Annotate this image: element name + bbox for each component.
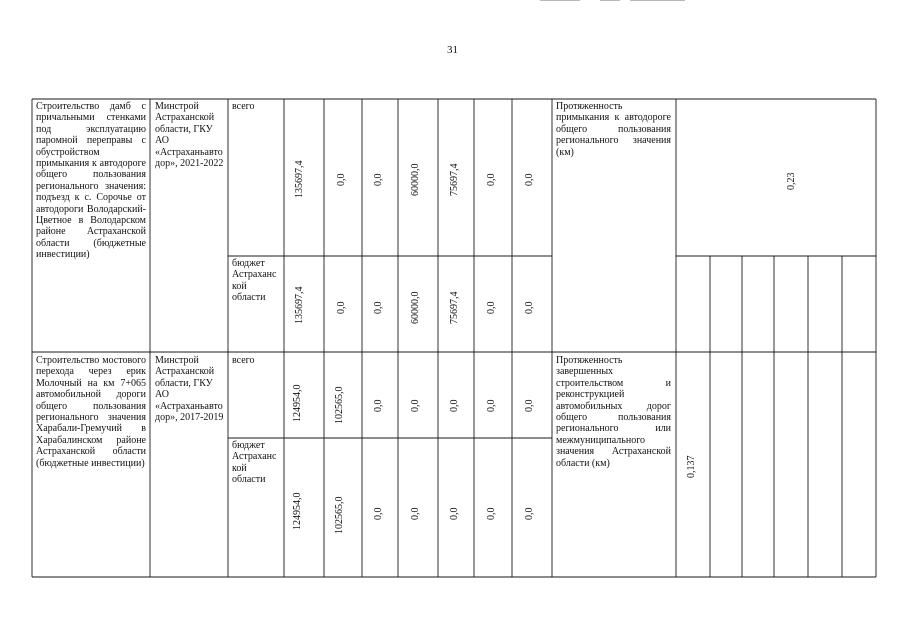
row-2-indicator-value: 0,137 xyxy=(686,455,697,478)
row-1-regional-value: 135697,4 xyxy=(294,286,305,324)
page-number: 31 xyxy=(447,44,458,56)
row-1-total-value: 0,0 xyxy=(373,173,384,186)
row-2-regional-value: 124954,0 xyxy=(292,492,303,530)
row-1-source-regional: бюджет Астраханской области xyxy=(232,258,277,304)
row-2-total-value: 0,0 xyxy=(449,399,460,412)
row-2-regional-value: 0,0 xyxy=(486,507,497,520)
row-1-total-value: 0,0 xyxy=(524,173,535,186)
row-2-regional-value: 0,0 xyxy=(410,507,421,520)
row-2-regional-value: 0,0 xyxy=(449,507,460,520)
row-1-total-value: 75697,4 xyxy=(449,163,460,196)
row-1-regional-value: 0,0 xyxy=(373,301,384,314)
row-1-regional-value: 75697,4 xyxy=(449,291,460,324)
row-2-total-value: 0,0 xyxy=(486,399,497,412)
row-1-regional-value: 60000,0 xyxy=(410,291,421,324)
row-1-total-value: 0,0 xyxy=(486,173,497,186)
row-2-regional-value: 102565,0 xyxy=(334,496,345,534)
row-2-total-value: 0,0 xyxy=(373,399,384,412)
row-1-indicator: Протяженность примыкания к автодороге общего пользования регионального значения (км) xyxy=(556,101,671,158)
row-1-total-value: 0,0 xyxy=(336,173,347,186)
row-2-name: Строительство мостового перехода через ерик Молочный на км 7+065 автомобильной дороги общего пользования регионального значения Харабали-Гремучий в Харабалинском районе Астраханской области (бюджетные инвестиции) xyxy=(36,355,146,469)
row-1-regional-value: 0,0 xyxy=(524,301,535,314)
row-2-source-regional: бюджет Астраханской области xyxy=(232,440,277,486)
row-2-executor: Минстрой Астраханской области, ГКУ АО «Астраханьавтодор», 2017-2019 xyxy=(155,355,224,424)
row-2-total-value: 0,0 xyxy=(410,399,421,412)
row-1-source-total: всего xyxy=(232,101,255,112)
row-2-regional-value: 0,0 xyxy=(373,507,384,520)
row-2-regional-value: 0,0 xyxy=(524,507,535,520)
row-2-source-total: всего xyxy=(232,355,255,366)
row-1-indicator-value: 0,23 xyxy=(786,172,797,190)
row-2-total-value: 0,0 xyxy=(524,399,535,412)
row-1-name: Строительство дамб с причальными стенками под эксплуатацию паромной переправы с обустройством примыкания к автодороге общего пользования регионального значения: подъезд к с. Сорочье от автодороги Володарский- Цветное в Володарском районе Астраханской области (бюджетные инвестиции) xyxy=(36,101,146,261)
row-1-regional-value: 0,0 xyxy=(486,301,497,314)
row-2-total-value: 124954,0 xyxy=(292,384,303,422)
row-2-indicator: Протяженность завершенных строительством и реконструкцией автомобильных дорог общего пользования регионального или межмуниципального значения Астраханской области (км) xyxy=(556,355,671,469)
row-1-regional-value: 0,0 xyxy=(336,301,347,314)
row-1-total-value: 60000,0 xyxy=(410,163,421,196)
row-1-total-value: 135697,4 xyxy=(294,160,305,198)
row-2-total-value: 102565,0 xyxy=(334,386,345,424)
row-1-executor: Минстрой Астраханской области, ГКУ АО «Астраханьавтодор», 2021-2022 xyxy=(155,101,224,170)
